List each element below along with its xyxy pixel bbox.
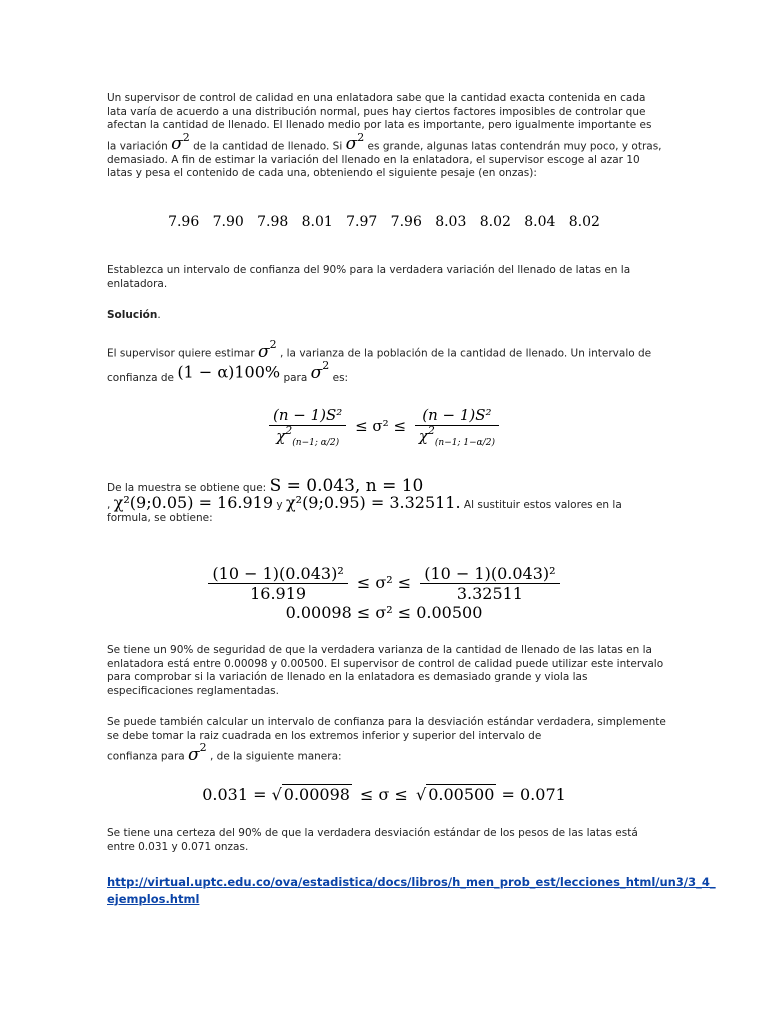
interval-operator: ≤ σ² ≤ [355,417,407,435]
substituted-formula: $\frac{\text{(10 − 1)(0.043)²}}{16.919}$ ≤ σ² ≤ $\frac{\text{(10 − 1)(0.043)²}}{3.32511}$ [0,564,768,603]
problem-paragraph [107,92,667,181]
weights-list: 7.96 7.90 7.98 8.01 7.97 7.96 8.03 8.02 8.04 8.02 [168,214,600,230]
source-link-block [107,874,716,908]
solution-label: Solución [107,309,158,321]
sample-text-b: Al sustituir estos valores en la formula, se obtiene: [107,498,622,524]
source-link[interactable]: http://virtual.uptc.edu.co/ova/estadistica/docs/libros/h_men_prob_est/lecciones_html/un3/3_4_ ejemplos.html [107,875,716,906]
radicand-lower: 0.00098 [283,785,350,804]
para1-a: El supervisor quiere estimar [107,347,255,360]
std-dev-paragraph [107,716,667,764]
para3-a: Se puede también calcular un intervalo de confianza para la desviación estándar verdadera, simplemente se debe tomar la raiz cuadrada en los extremos inferior y superior del intervalo de [107,716,666,742]
para1-c: confianza de [107,371,174,384]
sigma-squared-symbol: $\sigma^2$ [345,130,365,155]
para1-b: , la varianza de la población de la cantidad de llenado. Un intervalo de [279,347,652,360]
lower-bound-fraction: $\frac{\text{(n − 1)S²}}{\chi^2_{(n-1; \alpha/2)}}$ [269,405,346,449]
sigma-squared-symbol: $\sigma^2$ [310,359,330,383]
sigma-squared-symbol: $\sigma^2$ [188,741,207,765]
chi-square-upper: χ²(9;0.95) = 3.32511. [285,492,461,512]
confidence-expression: (1 − α)100% [177,362,281,382]
variance-result: 0.00098 ≤ σ² ≤ 0.00500 [285,603,483,622]
sample-text-a: De la muestra se obtiene que: [107,482,267,494]
conclusion-paragraph: Se tiene una certeza del 90% de que la verdadera desviación estándar de los pesos de las latas está entre 0.031 y 0.071 onzas. [107,827,638,853]
para3-c: , de la siguiente manera: [210,750,342,763]
std-dev-interval-formula: 0.031 = √ 0.00098 ≤ σ ≤ √ 0.00500 = 0.071 [202,785,566,804]
estimation-paragraph [107,340,667,382]
sigma-squared-symbol: $\sigma^2$ [258,338,277,362]
problem-text-2b: de la cantidad de llenado. Si [193,140,343,153]
para1-d: para [283,371,308,384]
substituted-lower-fraction: $\frac{\text{(10 − 1)(0.043)²}}{16.919}$ [208,564,347,603]
problem-text-2c: es grande, algunas latas contendrán muy poco, y otras, demasiado. A fin de estimar la variación del llenado en la enlatadora, el supervisor escoge al azar 10 latas y pesa el contenido de cada una, obteniendo el siguiente pesaje (en onzas): [107,140,662,180]
upper-bound-fraction: $\frac{\text{(n − 1)S²}}{\chi^2_{(n-1; 1-\alpha/2)}}$ [415,405,499,449]
task-paragraph: Establezca un intervalo de confianza del 90% para la verdadera variación del llenado de latas en la enlatadora. [107,264,631,290]
chi-square-lower: χ²(9;0.05) = 16.919 [113,492,274,512]
radicand-upper: 0.00500 [428,785,495,804]
para1-e: es: [332,371,349,384]
interpretation-paragraph: Se tiene un 90% de seguridad de que la verdadera varianza de la cantidad de llenado de las latas en la enlatadora está entre 0.00098 y 0.00500. El supervisor de control de calidad puede utilizar este intervalo para comprobar si la variación de llenado en la enlatadora es demasiado grande y viola las especificaciones reglamentadas. [107,644,664,697]
para3-b: confianza para [107,750,185,763]
problem-text-2a: la variación [107,140,168,153]
solution-heading: Solución. [107,309,161,321]
problem-text-1: Un supervisor de control de calidad en una enlatadora sabe que la cantidad exacta contenida en cada lata varía de acuerdo a una distribución normal, pues hay ciertos factores imposibles de controlar que afectan la cantidad de llenado. El llenado medio por lata es importante, pero igualmente importante es [107,92,652,131]
sigma-squared-symbol: $\sigma^2$ [171,130,190,155]
substituted-upper-fraction: $\frac{\text{(10 − 1)(0.043)²}}{3.32511}$ [420,564,559,603]
sample-values-paragraph: De la muestra se obtiene que: S = 0.043, n = 10 , χ²(9;0.05) = 16.919 y χ²(9;0.95) = 3.32511. Al sustituir estos valores en la formula, se obtiene: [107,476,622,524]
sample-s-n: S = 0.043, n = 10 [269,476,424,496]
variance-interval-formula [0,405,768,449]
